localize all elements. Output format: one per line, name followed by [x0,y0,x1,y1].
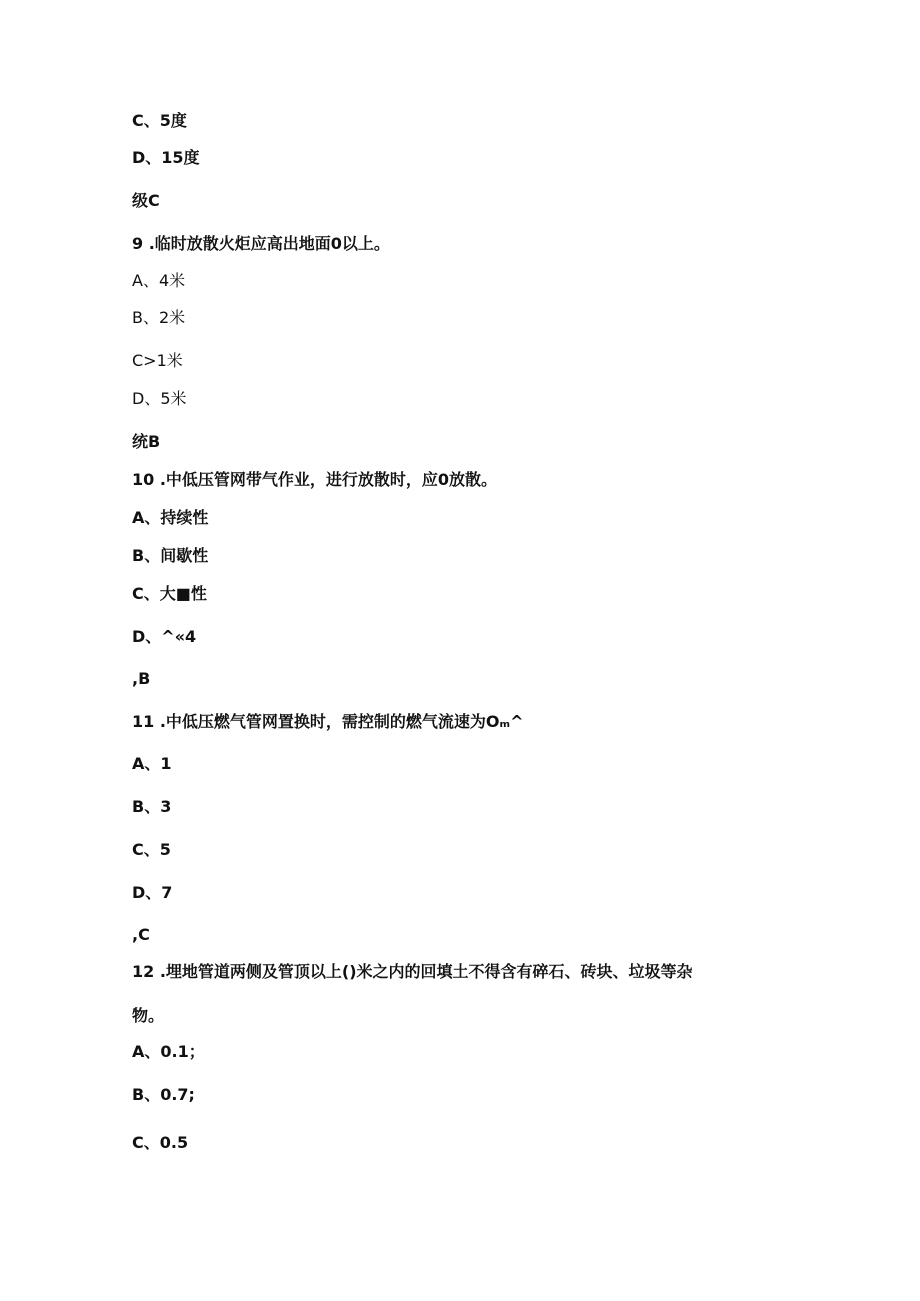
q8-answer: 级C [132,191,160,210]
q9-question: 9 .临时放散火炬应高出地面0以上。 [132,234,390,253]
q9-option-d: D、5米 [132,389,187,408]
q10-option-a: A、持续性 [132,508,209,527]
q9-answer: 统B [132,432,161,451]
q12-option-b: B、0.7; [132,1085,195,1104]
q8-option-c: C、5度 [132,111,187,130]
q11-option-c: C、5 [132,840,171,859]
q11-question: 11 .中低压燃气管网置换时，需控制的燃气流速为Oₘ^ [132,712,524,731]
q10-question: 10 .中低压管网带气作业，进行放散时，应0放散。 [132,470,498,489]
q11-option-a: A、1 [132,754,172,773]
q12-question-continued: 物。 [132,1006,165,1025]
q8-option-d: D、15度 [132,148,200,167]
q10-option-b: B、间歇性 [132,546,209,565]
q10-option-d: D、^«4 [132,627,197,646]
q12-option-c: C、0.5 [132,1133,189,1152]
q11-answer: ,C [132,925,150,944]
q12-question: 12 .埋地管道两侧及管顶以上()米之内的回填土不得含有碎石、砖块、垃圾等杂 [132,962,693,981]
q10-answer: ,B [132,669,151,688]
q9-option-c: C>1米 [132,351,183,370]
q12-option-a: A、0.1； [132,1042,205,1061]
q9-option-b: B、2米 [132,308,186,327]
q11-option-d: D、7 [132,883,173,902]
q9-option-a: A、4米 [132,271,186,290]
q11-option-b: B、3 [132,797,172,816]
q10-option-c: C、大■性 [132,584,207,603]
